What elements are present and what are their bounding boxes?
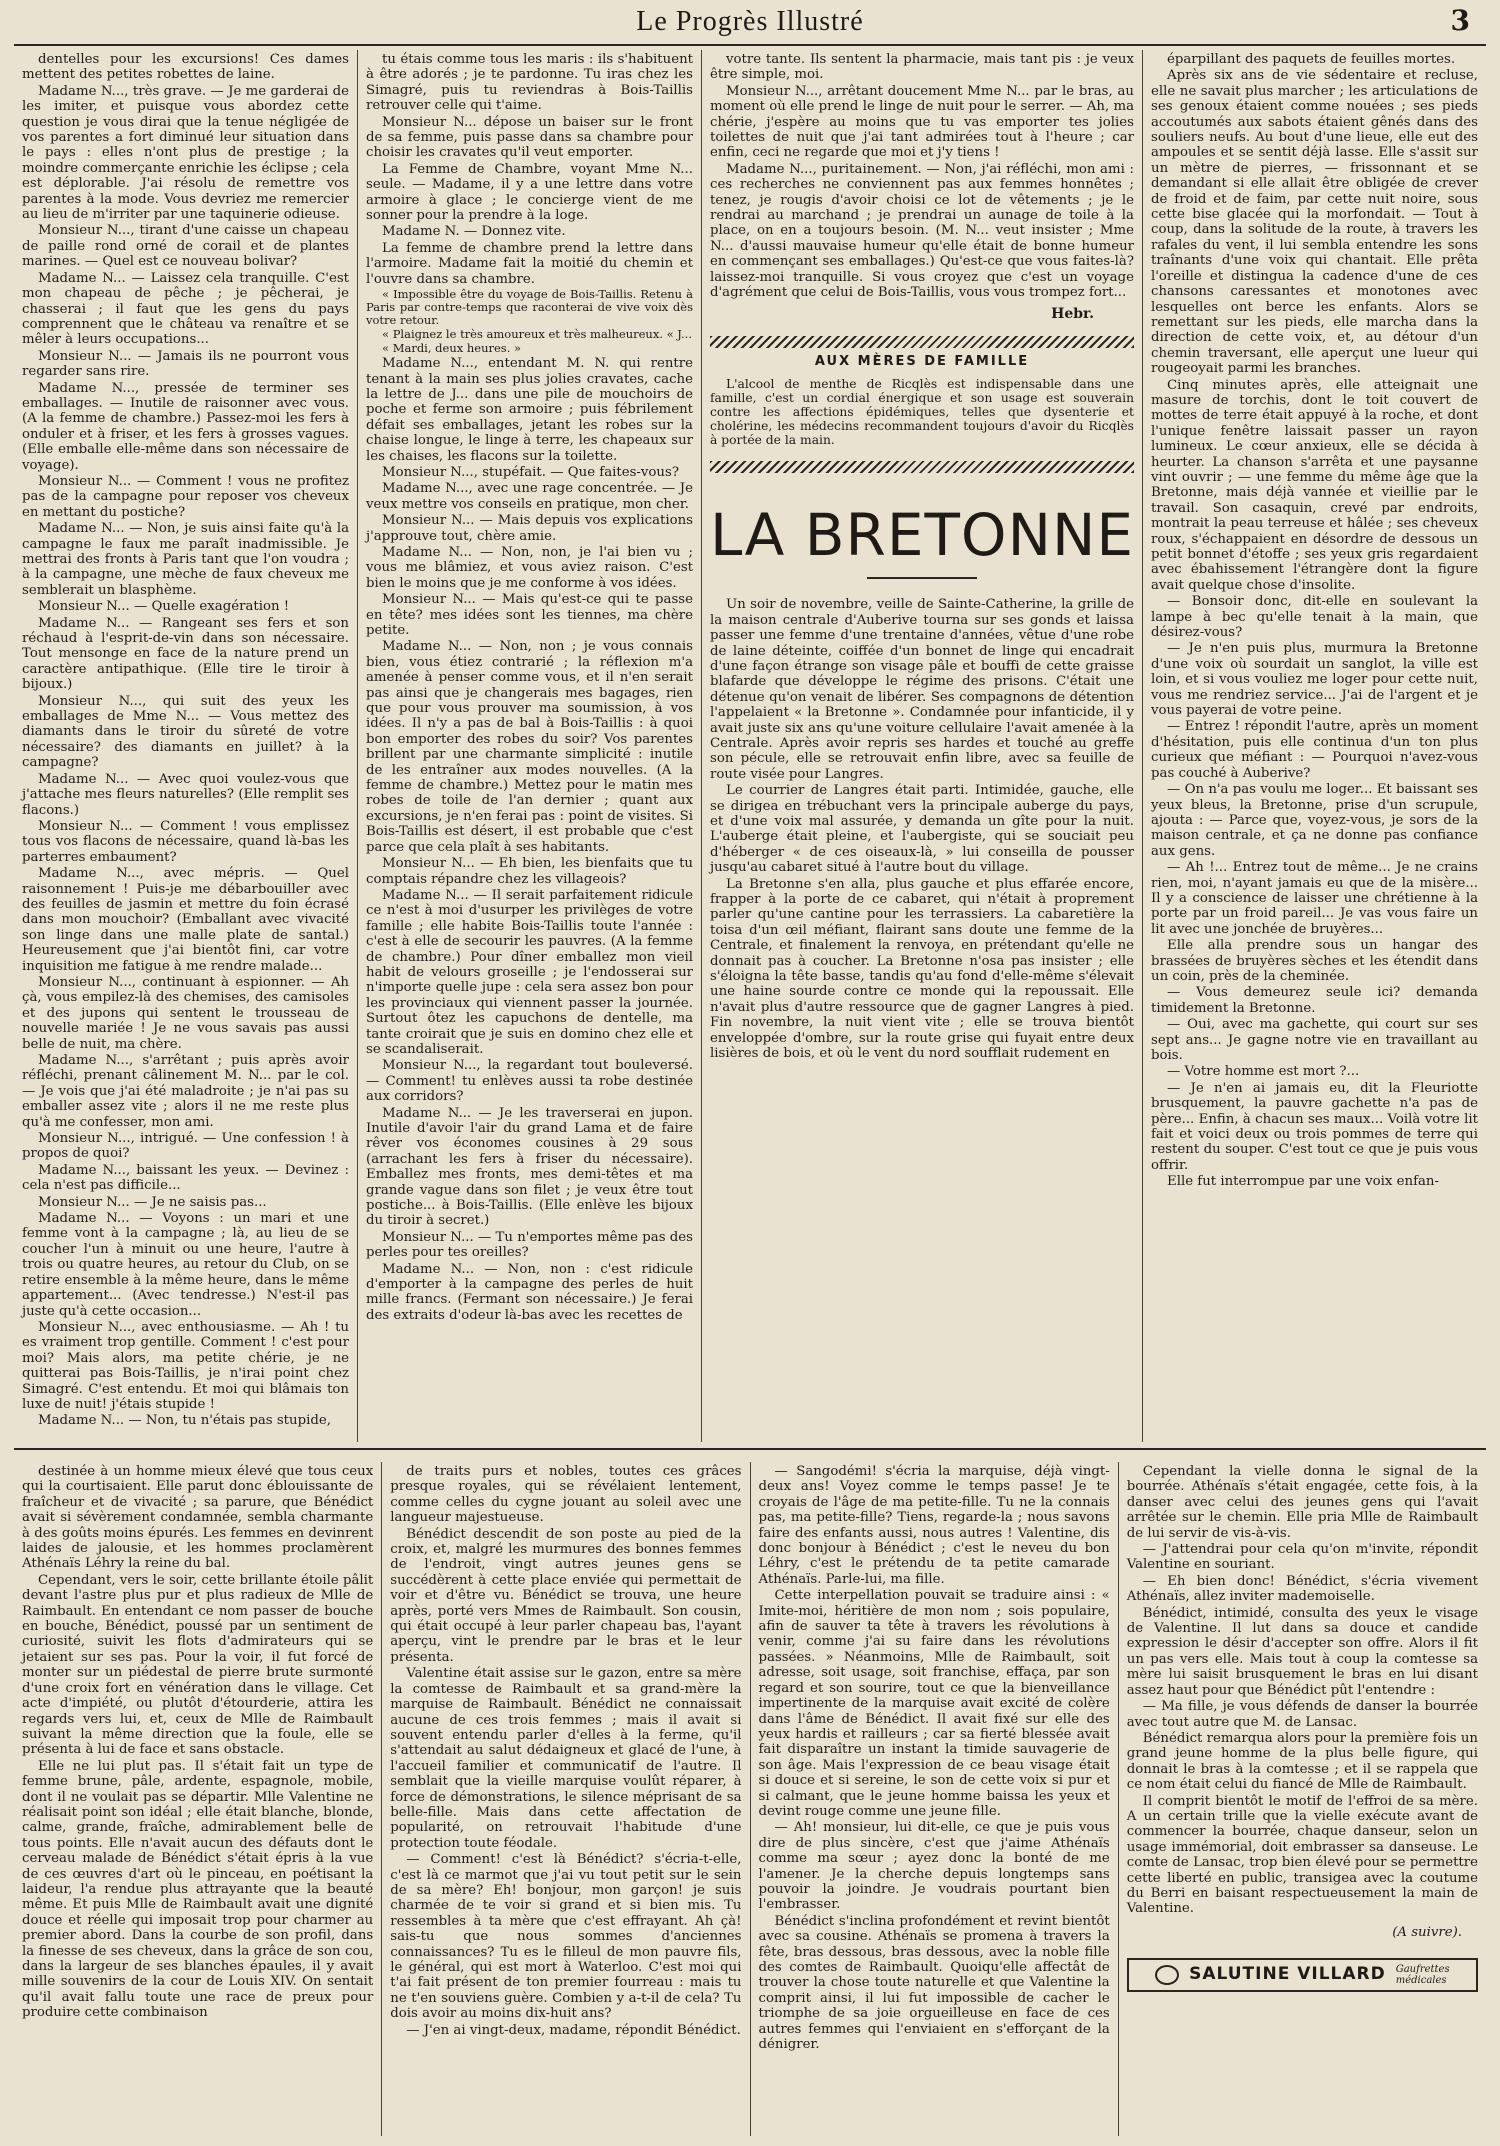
paragraph: Après six ans de vie sédentaire et recluse, elle ne savait plus marcher ; les articulations de ses genoux étaient comme nouées ; ses pieds accoutumés aux sabots étaient gênés dans des souliers neufs. Au bout d'une lieue, elle eut des ampoules et se sentit déjà lasse. Elle s'assit sur un mètre de pierres, — frissonnant et se demandant si elle allait être obligée de crever de froid et de faim, par cette nuit noire, sous cette bise glacée qui la morfondait. — Tout à coup, dans la solitude de la route, à travers les rafales du vent, il lui sembla entendre les sons traînants d'une voix qui chantait. Elle prêta l'oreille et distingua la cadence d'une de ces chansons caressantes et monotones avec lesquelles ont berce les enfants. Alors se remettant sur les pieds, elle marcha dans la direction de cette voix, et, au détour d'un chemin traversant, elle aperçut une lueur qui rougeoyait parmi les branches. (1151, 68, 1478, 377)
paragraph: — J'attendrai pour cela qu'on m'invite, répondit Valentine en souriant. (1126, 1542, 1478, 1573)
band-separator (14, 1448, 1486, 1450)
paragraph: La femme de chambre prend la lettre dans l'armoire. Madame fait la moitié du chemin et l'ouvre dans sa chambre. (366, 240, 693, 287)
paragraph: Monsieur N..., avec enthousiasme. — Ah ! tu es vraiment trop gentille. Comment ! c'est pour moi? Mais alors, ma petite chérie, je ne quitterai pas Bois-Taillis, je n'irai point chez Simagré. C'est entendu. Et moi qui blâmais ton luxe de nuit! j'étais stupide ! (22, 1319, 349, 1412)
paragraph: — Je n'en puis plus, murmura la Bretonne d'une voix où sourdait un sanglot, la ville est loin, et si vous vouliez me loger pour cette nuit, vous me rendriez service... J'ai de l'argent et je vous payerai de votre peine. (1151, 641, 1478, 719)
paragraph: Monsieur N..., qui suit des yeux les emballages de Mme N... — Vous mettez des diamants dans le tiroir du sûreté de votre nécessaire? des diamants en juillet? à la campagne? (22, 693, 349, 771)
paragraph: — J'en ai vingt-deux, madame, répondit Bénédict. (406, 2022, 741, 2038)
paragraph: « Plaignez le très amoureux et très malheureux. « J... (382, 327, 692, 342)
paragraph: destinée à un homme mieux élevé que tous ceux qui la courtisaient. Elle parut donc éblouissante de fraîcheur et de vivacité ; sa parure, que Bénédict avait si sévèrement condamnée, sembla charmante à des goûts moins épurés. Les femmes en devinrent laides de jalousie, et les hommes proclamèrent Athénaïs Léhry la reine du bal. (22, 1464, 374, 1572)
paragraph: Monsieur N..., tirant d'une caisse un chapeau de paille rond orné de corail et de plantes marines. — Quel est ce nouveau bolivar? (22, 223, 349, 270)
paragraph: Monsieur N... dépose un baiser sur le front de sa femme, puis passe dans sa chambre pour choisir les cravates qu'il veut emporter. (366, 114, 693, 161)
ad-brand-subtitle (1396, 1964, 1450, 1986)
paragraph: Madame N..., avec une rage concentrée. — Je veux mettre vos conseils en pratique, mon cher. (366, 481, 693, 512)
paragraph: — Votre homme est mort ?... (1167, 1064, 1360, 1080)
ricqles-ad-text: L'alcool de menthe de Ricqlès est indispensable dans une famille, c'est un cordial énergique et son usage est souverain contre les affections épidémiques, telles que dysenterie et cholérine, les médecins recommandent toujours d'avoir du Ricqlès à portée de la main. (710, 377, 1134, 448)
paragraph: « Mardi, deux heures. » (382, 341, 522, 356)
paragraph: — Eh bien donc! Bénédict, s'écria vivement Athénaïs, allez inviter mademoiselle. (1126, 1573, 1478, 1605)
paragraph: — Ah !... Entrez tout de même... Je ne crains rien, moi, n'ayant jamais eu que de la misère... Il y a conscience de laisser une chrétienne à la porte par un froid pareil... Je vas vous faire un lit avec une jonchée de bruyères... (1151, 860, 1478, 937)
paragraph: Monsieur N..., arrêtant doucement Mme N... par le bras, au moment où elle prend le linge de nuit pour le serrer. — Ah, ma chérie, j'espère au moins que tu vas emporter tes jolies toilettes de nuit que j'ai tant admirées tout à l'heure ; car enfin, ceci ne regarde que moi et j'y tiens ! (710, 83, 1134, 161)
column-3 (702, 50, 1143, 1442)
paragraph: Bénédict s'inclina profondément et revint bientôt avec sa cousine. Athénaïs se promena à travers la fête, bras dessous, bras dessous, avec la noble fille des comtes de Raimbault. Quoiqu'elle affectât de trouver la chose toute naturelle et que Valentine la comprit ainsi, il lui fut impossible de cacher le triomphe de sa joie orgueilleuse en face de ces autres femmes qui l'enviaient en s'efforçant de la dénigrer. (758, 1913, 1110, 2053)
dialogue-continuation (710, 52, 1134, 301)
feuilleton-band (14, 1462, 1486, 2136)
feuilleton-column-1 (14, 1462, 382, 2136)
paragraph: La Femme de Chambre, voyant Mme N... seule. — Madame, il y a une lettre dans votre armoire à glace ; le concierge vient de me sonner pour la prendre à la loge. (366, 161, 693, 224)
feuilleton-column-4 (1119, 1462, 1486, 2136)
paragraph: Un soir de novembre, veille de Sainte-Catherine, la grille de la maison centrale d'Auberive tourna sur ses gonds et laissa passer une femme d'une trentaine d'années, vêtue d'une robe de laine déteinte, coiffée d'un bonnet de linge qui encadrait d'une façon étrange son visage pâle et bouffi de cette graisse blafarde que développe le régime des prisons. C'était une détenue qu'on venait de libérer. Ses compagnons de détention l'appelaient « la Bretonne ». Condamnée pour infanticide, il y avait juste six ans qu'une voiture cellulaire l'avait amenée à la Centrale. Après avoir repris ses hardes et touché au greffe son pécule, elle se retrouvait enfin libre, avec sa feuille de route visée pour Langres. (710, 597, 1134, 782)
paragraph: Madame N... — Je les traverserai en jupon. Inutile d'avoir l'air du grand Lama et de faire rêver vos économes cousines à 29 sous (arrachant les fers à friser du nécessaire). Emballez mes fronts, mes demi-têtes et ma grande vague dans son filet ; je veux être tout postiche... à Bois-Taillis. (Elle enlève les bijoux du tiroir à secret.) (366, 1105, 693, 1229)
paragraph: — Oui, avec ma gachette, qui court sur ses sept ans... Je gagne notre vie en travaillant au bois. (1151, 1017, 1478, 1063)
paragraph: Madame N... — Non, je suis ainsi faite qu'à la campagne le faux me paraît inadmissible. Je mettrai des fronts à Paris tant que l'on voudra ; à la campagne, une mèche de faux cheveux me semblerait un blasphème. (22, 521, 349, 598)
paragraph: tu étais comme tous les maris : ils s'habituent à être adorés ; je te pardonne. Tu iras chez les Simagré, puis tu reviendras à Bois-Taillis retrouver celle qui t'aime. (366, 52, 693, 114)
paragraph: Madame N... — Laissez cela tranquille. C'est mon chapeau de pêche ; je pêcherai, je chasserai ; il faut que les gens du pays comprennent que le château va renaître et se mêler à leurs occupations... (22, 270, 349, 348)
paragraph: Monsieur N... — Mais qu'est-ce qui te passe en tête? mes idées sont les tiennes, ma chère petite. (366, 592, 693, 638)
ad-brand-name: SALUTINE VILLARD (1189, 1964, 1386, 1985)
paragraph: Elle fut interrompue par une voix enfan- (1167, 1174, 1439, 1190)
paragraph: Elle ne lui plut pas. Il s'était fait un type de femme brune, pâle, ardente, espagnole, mobile, dont il ne voulait pas se départir. Mlle Valentine ne réalisait point son idéal ; elle était blanche, blonde, calme, grande, fraîche, admirablement belle de tous points. Elle n'avait aucun des défauts dont le cerveau malade de Bénédict s'était épris à la vue de ces œuvres d'art où le pinceau, en poétisant la laideur, l'a rendue plus attrayante que la beauté même. Et puis Mlle de Raimbault avait une dignité douce et réelle qui imposait trop pour charmer au premier abord. Dans la courbe de son profil, dans la finesse de ses cheveux, dans la grâce de son cou, dans la largeur de ses blanches épaules, il y avait mille souvenirs de la cour de Louis XIV. On sentait qu'il avait fallu toute une race de preux pour produire cette combinaison (22, 1758, 374, 2021)
paragraph: Il comprit bientôt le motif de l'effroi de sa mère. A un certain trille que la vielle exécute avant de commencer la bourrée, chaque danseur, selon un usage immémorial, doit embrasser sa danseuse. Le comte de Lansac, trop bien élevé pour se permettre cette liberté en public, transigea avec la coutume du Berri en baisant respectueusement la main de Valentine. (1126, 1793, 1478, 1917)
paragraph: Monsieur N... — Tu n'emportes même pas des perles pour tes oreilles? (366, 1229, 693, 1261)
paragraph: — Bonsoir donc, dit-elle en soulevant la lampe à bec qu'elle tenait à la main, que désirez-vous? (1151, 594, 1478, 641)
paragraph: Monsieur N... — Mais depuis vos explications j'approuve tout, chère amie. (366, 513, 693, 544)
paragraph: Madame N..., avec mépris. — Quel raisonnement ! Puis-je me débarbouiller avec des feuilles de jasmin et mettre du foin écrasé dans mon mouchoir? (Emballant avec vivacité son linge dans une malle plate de santal.) Heureusement que j'ai bientôt fini, car votre inquisition me fatigue à me rendre malade... (22, 866, 349, 974)
paragraph: — Entrez ! répondit l'autre, après un moment d'hésitation, puis elle continua d'un ton plus curieux que méfiant : — Pourquoi n'avez-vous pas couché à Auberive? (1151, 719, 1478, 781)
salutine-ad (1127, 1958, 1478, 1992)
story-title: LA BRETONNE (710, 501, 1134, 570)
paragraph: Madame N..., pressée de terminer ses emballages. — Inutile de raisonner avec vous. (A la femme de chambre.) Passez-moi les fers à onduler et à friser, et les fers à grosses vagues. (Elle emballe elle-même dans son nécessaire de voyage). (22, 380, 349, 473)
paragraph: Madame N... — Voyons : un mari et une femme vont à la campagne ; là, au lieu de se coucher l'un à minuit ou une heure, l'autre à trois ou quatre heures, au retour du Club, on se retire ensemble à la même heure, dans le même appartement... (Avec tendresse.) N'est-il pas juste qu'à cette occasion... (22, 1211, 349, 1319)
paragraph: Cependant, vers le soir, cette brillante étoile pâlit devant l'astre plus pur et plus radieux de Mlle de Raimbault. En entendant ce nom passer de bouche en bouche, Bénédict, poussé par un sentiment de curiosité, suivit les flots d'admirateurs qui se jetaient sur ses pas. Pour la voir, il fut forcé de monter sur un piédestal de pierre brute surmonté d'une croix fort en vénération dans le village. Cet acte d'impiété, ou plutôt d'étourderie, attira les regards vers lui, et, ceux de Mlle de Raimbault suivant la même direction que la foule, elle se présenta à lui de face et sans obstacle. (22, 1572, 374, 1758)
paragraph: Elle alla prendre sous un hangar des brassées de bruyères sèches et les étendit dans un coin, près de la cheminée. (1151, 938, 1478, 984)
top-band (14, 50, 1486, 1442)
paragraph: Madame N..., baissant les yeux. — Devinez : cela n'est pas difficile... (22, 1162, 349, 1194)
ornamental-divider (710, 336, 1134, 348)
ornamental-divider (710, 461, 1134, 473)
paragraph: votre tante. Ils sentent la pharmacie, mais tant pis : je veux être simple, moi. (710, 52, 1134, 83)
paragraph: — Comment! c'est là Bénédict? s'écria-t-elle, c'est là ce marmot que j'ai vu tout petit sur le sein de sa mère? Eh! bonjour, mon garçon! je suis charmée de te voir si grand et si bien mis. Tu ressembles à ta mère que c'est effrayant. Ah çà! sais-tu que nous sommes d'anciennes connaissances? Tu es le filleul de mon pauvre fils, le général, qui est mort à Waterloo. C'est moi qui t'ai fait présent de ton premier fourreau : mais tu ne t'en souviens guère. Combien y a-t-il de cela? Tu dois avoir au moins dix-huit ans? (390, 1852, 742, 2022)
paragraph: Monsieur N... — Eh bien, les bienfaits que tu comptais répandre chez les villageois? (366, 856, 693, 887)
paragraph: de traits purs et nobles, toutes ces grâces presque royales, qui se révélaient lentement, comme celles du cygne jouant au soleil avec une langueur majestueuse. (390, 1464, 742, 1526)
page-number: 3 (1450, 4, 1470, 37)
column-2 (358, 50, 702, 1442)
paragraph: Madame N... — Il serait parfaitement ridicule ce n'est à moi d'usurper les privilèges de votre famille ; elle habite Bois-Taillis toute l'année : c'est à elle de secourir les pauvres. (A la femme de chambre.) Pour dîner emballez mon vieil habit de velours groseille ; je l'endosserai sur n'importe quelle jupe : cela sera assez bon pour les provinciaux qui viennent passer la journée. Surtout ôtez les capuchons de dentelle, ma tante croirait que je suis en domino chez elle et se scandaliserait. (366, 887, 693, 1057)
paragraph: Le courrier de Langres était parti. Intimidée, gauche, elle se dirigea en trébuchant vers la principale auberge du pays, et d'une voix mal assurée, y demanda un gîte pour la nuit. L'auberge était pleine, et l'aubergiste, qui se souciait peu d'héberger « de ces oiseaux-là, » lui conseilla de pousser jusqu'au cabaret situé à l'autre bout du village. (710, 783, 1134, 876)
story-text (710, 597, 1134, 1061)
paragraph: Madame N... — Non, non, je l'ai bien vu ; vous me blâmiez, et vous aviez raison. C'est bien le moins que je me conforme à vos idées. (366, 544, 693, 591)
column-4 (1143, 50, 1486, 1442)
paragraph: Cependant la vielle donna le signal de la bourrée. Athénaïs s'était engagée, cette fois, à la danser avec celui des jeunes gens qui l'avait arrêtée sur le chemin. Elle pria Mlle de Raimbault de lui servir de vis-à-vis. (1126, 1464, 1478, 1541)
paragraph: Bénédict remarqua alors pour la première fois un grand jeune homme de la plus belle figure, qui donnait le bras à la comtesse ; et il se rappela que ce nom était celui du fiancé de Mlle de Raimbault. (1126, 1730, 1478, 1793)
paragraph: — Ah! monsieur, lui dit-elle, ce que je puis vous dire de plus sincère, c'est que j'aime Athénaïs comme ma sœur ; ayez donc la bonté de me l'amener. Je la cherche depuis longtemps sans pouvoir la joindre. Je voudrais pourtant bien l'embrasser. (758, 1820, 1110, 1913)
ad-sub1: Gaufrettes (1395, 1964, 1450, 1976)
paragraph: Madame N..., entendant M. N. qui rentre tenant à la main ses plus jolies cravates, cache la lettre de J... dans une pile de mouchoirs de poche et ferme son armoire ; puis fébrilement défait ses emballages, jetant les robes sur la chaise longue, le linge à terre, les chapeaux sur les chaises, les flacons sur la toilette. (366, 356, 693, 464)
paragraph: Madame N..., puritainement. — Non, j'ai réfléchi, mon ami : ces recherches ne conviennent pas aux femmes honnêtes ; tenez, je rougis d'avoir choisi ce lot de vêtements ; je le rendrai au marchand ; je prendrai un aunage de toile à la place, on en a toujours besoin. (M. N... veut insister ; Mme N... d'aussi mauvaise humeur qu'elle était de bonne humeur en commençant ses emballages.) Qu'est-ce que vous faites-là? laissez-moi tranquille. Si vous croyez que c'est un voyage d'agrément que celui de Bois-Taillis, vous vous trompez fort... (710, 161, 1134, 301)
paragraph: Madame N..., s'arrêtant ; puis après avoir réfléchi, prenant câlinement M. N... par le col. — Je vois que j'ai été maladroite ; je n'ai pas su emballer assez vite ; alors il ne me reste plus qu'à me confesser, mon ami. (22, 1053, 349, 1130)
paragraph: — Vous demeurez seule ici? demanda timidement la Bretonne. (1151, 985, 1478, 1016)
paragraph: Monsieur N... — Comment ! vous ne profitez pas de la campagne pour reposer vos cheveux en mettant du postiche? (22, 473, 349, 520)
paragraph: Monsieur N..., la regardant tout bouleversé. — Comment! tu enlèves aussi ta robe destinée aux corridors? (366, 1058, 693, 1105)
paragraph: « Impossible être du voyage de Bois-Taillis. Retenu à Paris par contre-temps que raconterai de vive voix dès votre retour. (366, 287, 693, 328)
paragraph: Monsieur N... — Jamais ils ne pourront vous regarder sans rire. (22, 348, 349, 380)
paragraph: Bénédict, intimidé, consulta des yeux le visage de Valentine. Il lut dans sa douce et candide expression le désir d'accepter son offre. Alors il fit un pas vers elle. Mais tout à coup la comtesse sa mère lui saisit brusquement le bras en lui disant assez haut pour que Bénédict pût l'entendre : (1126, 1605, 1478, 1698)
to-be-continued: (A suivre). (1392, 1924, 1462, 1940)
paragraph: — Sangodémi! s'écria la marquise, déjà vingt-deux ans! Voyez comme le temps passe! Je te croyais de l'âge de ma petite-fille. Tu ne la connais pas, ma petite-fille? Tiens, regarde-la ; nous savons faire des enfants aussi, nous autres ! Valentine, dis donc bonjour à Bénédict ; c'est le neveu du bon Léhry, c'est le prétendu de ta petite camarade Athénaïs. Parle-lui, ma fille. (758, 1464, 1110, 1587)
paragraph: — Ma fille, je vous défends de danser la bourrée avec tout autre que M. de Lansac. (1126, 1699, 1478, 1730)
paragraph: Madame N..., très grave. — Je me garderai de les imiter, et puisque vous abordez cette question je vous dirai que la tenue négligée de vos parentes a fort diminué leur situation dans le pays : elles n'ont plus de prestige ; la moindre commerçante enrichie les éclipse ; cela est déplorable. J'ai résolu de remettre vos parentes à la mode. Vous devriez me remercier au lieu de m'irriter par une taquinerie odieuse. (22, 83, 349, 223)
paragraph: Madame N... — Rangeant ses fers et son réchaud à l'esprit-de-vin dans son nécessaire. Tout mensonge en face de la nature prend un caractère antipathique. (Elle tire le tiroir à bijoux.) (22, 615, 349, 693)
paragraph: Madame N... — Avec quoi voulez-vous que j'attache mes fleurs naturelles? (Elle remplit ses flacons.) (22, 771, 349, 818)
paragraph: — Je n'en ai jamais eu, dit la Fleuriotte brusquement, la pauvre gachette n'a pas de père... Enfin, à chacun ses maux... Voilà votre lit fait et voici deux ou trois pommes de terre qui restent du souper. C'est tout ce que je puis vous offrir. (1151, 1080, 1478, 1173)
paragraph: éparpillant des paquets de feuilles mortes. (1167, 52, 1456, 67)
title-rule (867, 577, 977, 579)
paragraph: — On n'a pas voulu me loger... Et baissant ses yeux bleus, la Bretonne, prise d'un scrupule, ajouta : — Parce que, voyez-vous, je sors de la maison centrale, et ça ne donne pas confiance aux gens. (1151, 782, 1478, 859)
paragraph: Monsieur N... — Quelle exagération ! (38, 599, 290, 615)
paragraph: Bénédict descendit de son poste au pied de la croix, et, malgré les murmures des bonnes femmes de l'endroit, vingt autres jeunes gens se succédèrent à cette place enviée qui permettait de voir et d'être vu. Bénédict se trouva, une heure après, porté vers Mmes de Raimbault. Son cousin, qui était occupé à leur parler chapeau bas, l'ayant aperçu, vint le prendre par le bras et le leur présenta. (390, 1526, 742, 1665)
feuilleton-text (1127, 1464, 1478, 1917)
ad-sub2: médicales (1395, 1975, 1447, 1987)
paragraph: Madame N. — Donnez vite. (382, 224, 566, 240)
newspaper-title: Le Progrès Illustré (636, 6, 864, 37)
feuilleton-column-2 (382, 1462, 750, 2136)
paragraph: Monsieur N..., stupéfait. — Que faites-vous? (382, 464, 679, 480)
paragraph: Valentine était assise sur le gazon, entre sa mère la comtesse de Raimbault et sa grand-mère la marquise de Raimbault. Bénédict ne connaissait aucune de ces trois femmes ; mais il avait si souvent entendu parler d'elles à la ferme, qu'il s'attendait au salut dédaigneux et glacé de l'une, à l'accueil familier et communicatif de l'autre. Il semblait que la vieille marquise voulût réparer, à force de démonstrations, le silence méprisant de sa belle-fille. Mais dans cette affectation de popularité, on retrouvait l'habitude d'une protection toute féodale. (390, 1666, 742, 1851)
paragraph: Cinq minutes après, elle atteignait une masure de torchis, dont le toit couvert de mottes de terre était appuyé à la roche, et dont l'unique fenêtre laissait passer un rayon lumineux. Le cœur anxieux, elle se décida à heurter. La chanson s'arrêta et une paysanne vint ouvrir ; — une femme du même âge que la Bretonne, mais déjà vannée et vieillie par le travail. Son casaquin, crevé par endroits, montrait la peau terreuse et hâlée ; ses cheveux roux, s'échappaient en désordre de dessous un petit bonnet d'étoffe ; ses yeux gris regardaient avec ébahissement l'étrangère dont la figure avait quelque chose d'insolite. (1151, 377, 1478, 593)
brand-logo-icon (1155, 1965, 1179, 1985)
feuilleton-column-3 (751, 1462, 1119, 2136)
ad-title: AUX MÈRES DE FAMILLE (814, 353, 1030, 369)
paragraph: Madame N... — Non, non : c'est ridicule d'emporter à la campagne des perles de huit mille francs. (Fermant son nécessaire.) Je ferai des extraits d'odeur là-bas avec les recettes de (366, 1261, 693, 1323)
paragraph: Monsieur N... — Comment ! vous emplissez tous vos flacons de nécessaire, quand là-bas les parterres embaument? (22, 818, 349, 865)
paragraph: Monsieur N..., intrigué. — Une confession ! à propos de quoi? (22, 1131, 349, 1162)
author-signature: Hebr. (1051, 305, 1094, 322)
page-header (14, 0, 1486, 46)
paragraph: Madame N... — Non, tu n'étais pas stupide, (38, 1413, 331, 1429)
paragraph: La Bretonne s'en alla, plus gauche et plus effarée encore, frapper à la porte de ce cabaret, qui n'était à proprement parler qu'une cantine pour les terrassiers. La cabaretière la toisa d'un œil méfiant, flairant sans doute une femme de la Centrale, et finalement la renvoya, en prétendant qu'elle ne donnait pas à coucher. La Bretonne n'osa pas insister ; elle s'éloigna la tête basse, tandis qu'au fond d'elle-même s'élevait une haine sourde contre ce monde qui la repoussait. Elle n'avait plus d'autre ressource que de gagner Langres à pied. Fin novembre, la nuit vient vite ; elle se trouva bientôt enveloppée d'ombre, sur la route grise qui fuyait entre deux lisières de bois, et où le vent du nord soufflait rudement en (710, 876, 1134, 1062)
paragraph: Monsieur N... — Je ne saisis pas... (38, 1194, 267, 1210)
paragraph: Madame N... — Non, non ; je vous connais bien, vous étiez contrarié ; la réflexion m'a amenée à penser comme vous, et il n'en serait pas ainsi que je changerais mes bagages, rien que pour vous prouver ma soumission, à vos idées. Il n'y a pas de bal à Bois-Taillis : à quoi bon emporter des robes du soir? Vos parentes brillent par une charmante simplicité : inutile de les entraîner aux modes nouvelles. (A la femme de chambre.) Mettez pour le matin mes robes de toile de l'an dernier ; quant aux excursions, je n'en ferai pas : point de visites. Si Bois-Taillis est désert, il est probable que c'est parce que cela plaît à ses habitants. (366, 639, 693, 855)
paragraph: Cette interpellation pouvait se traduire ainsi : « Imite-moi, héritière de mon nom ; sois populaire, afin de sauver ta tête à travers les révolutions à venir, comme j'ai su faire dans les révolutions passées. » Néanmoins, Mlle de Raimbault, soit adresse, soit usage, soit franchise, effaça, par son regard et son sourire, tout ce que la bienveillance impertinente de la marquise avait excité de colère dans l'âme de Bénédict. Il avait fixé sur elle des yeux hardis et railleurs ; car sa fierté blessée avait fait disparaître un instant la timide sauvagerie de son âge. Mais l'expression de ce beau visage était si douce et si sereine, le son de cette voix si pur et si calmant, que le jeune homme baissa les yeux et devint rouge comme une jeune fille. (758, 1588, 1110, 1819)
paragraph: Monsieur N..., continuant à espionner. — Ah çà, vous empilez-là des chemises, des camisoles et des jupons qui sentent le trousseau de nouvelle mariée ! Je ne vous savais pas aussi belle de nuit, ma chère. (22, 974, 349, 1052)
paragraph: dentelles pour les excursions! Ces dames mettent des petites robettes de laine. (22, 52, 349, 83)
column-1 (14, 50, 358, 1442)
